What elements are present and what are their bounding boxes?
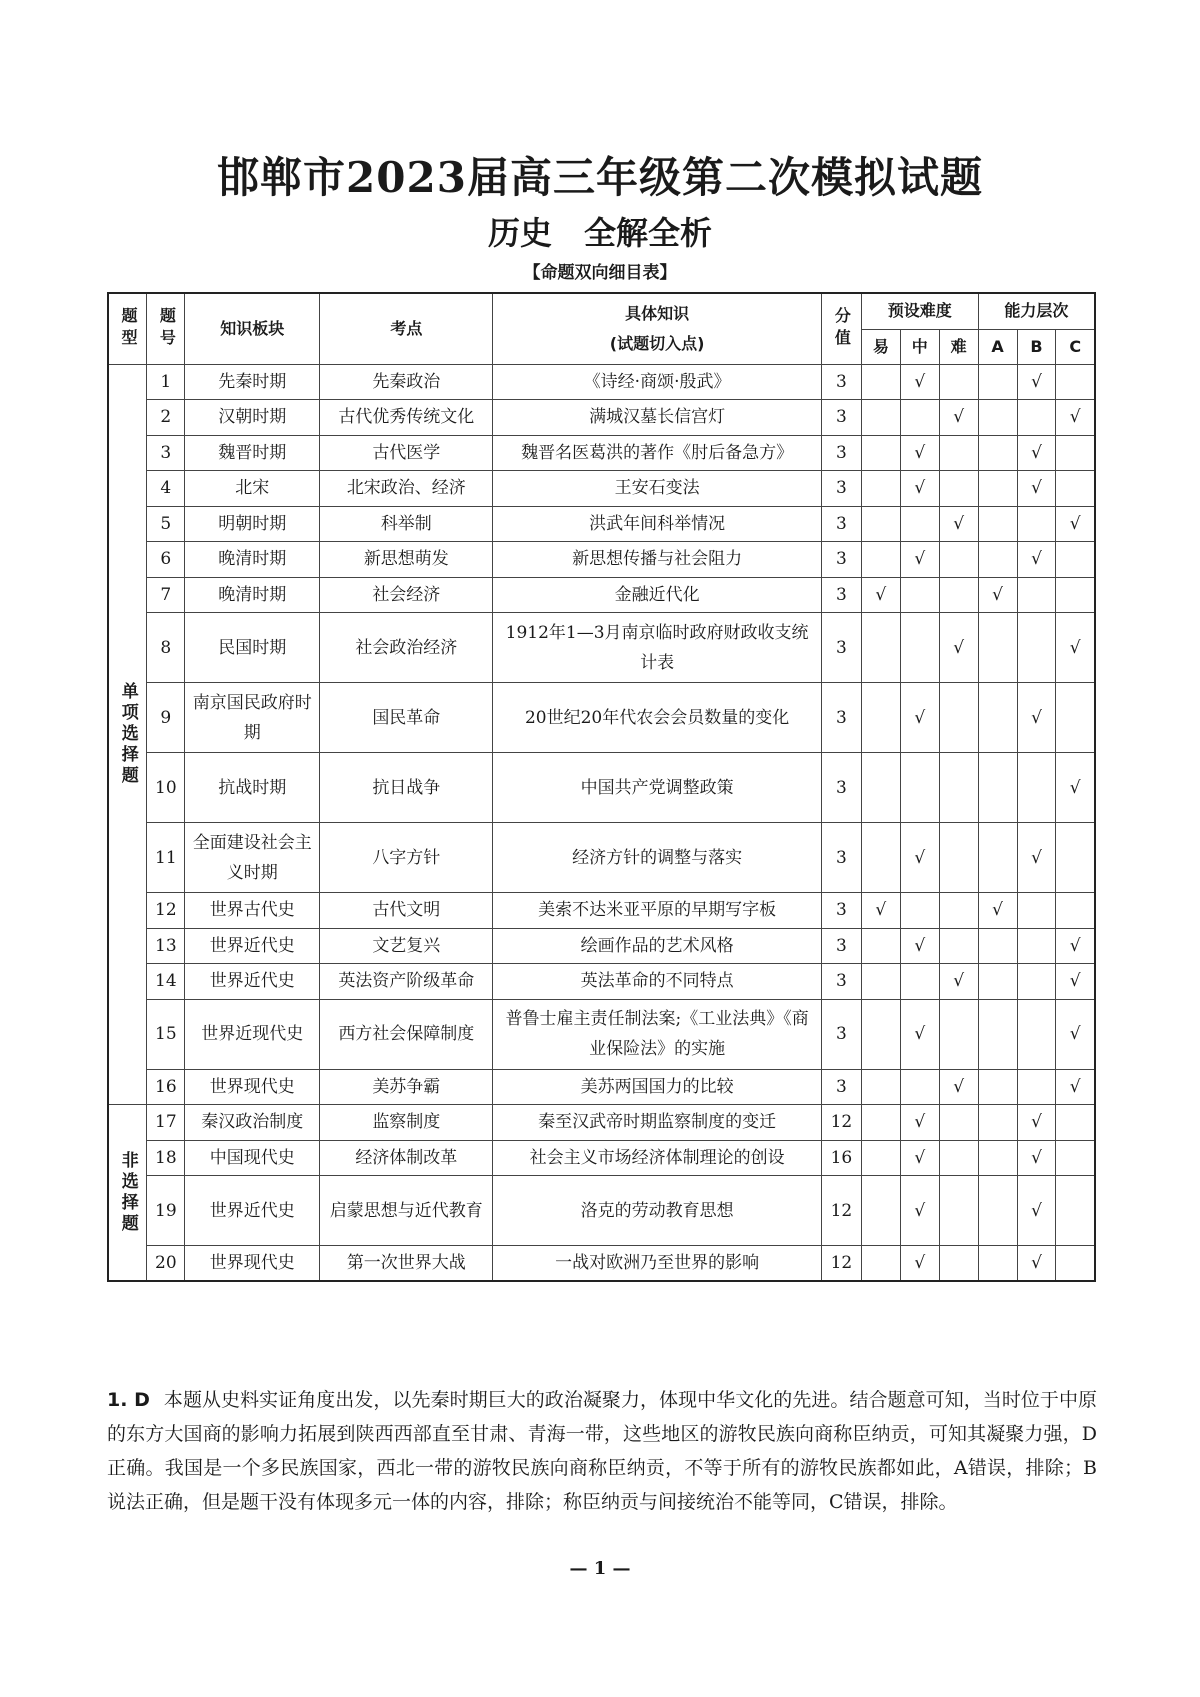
cell-point: 抗日战争 bbox=[320, 753, 493, 823]
header-ability-c: C bbox=[1056, 329, 1095, 364]
check-mark: √ bbox=[1017, 1140, 1056, 1176]
empty-cell bbox=[861, 1105, 900, 1141]
table-row bbox=[108, 471, 1095, 507]
table-row bbox=[108, 1176, 1095, 1246]
cell-score: 3 bbox=[821, 506, 861, 542]
empty-cell bbox=[939, 999, 978, 1069]
cell-point: 古代优秀传统文化 bbox=[320, 400, 493, 436]
cell-num: 20 bbox=[147, 1246, 185, 1282]
cell-score: 3 bbox=[821, 683, 861, 753]
empty-cell bbox=[939, 753, 978, 823]
empty-cell bbox=[939, 1105, 978, 1141]
empty-cell bbox=[939, 435, 978, 471]
cell-num: 6 bbox=[147, 542, 185, 578]
empty-cell bbox=[861, 1246, 900, 1282]
empty-cell bbox=[978, 999, 1017, 1069]
header-num bbox=[147, 293, 185, 364]
check-mark: √ bbox=[900, 435, 939, 471]
cell-num: 9 bbox=[147, 683, 185, 753]
check-mark: √ bbox=[900, 542, 939, 578]
empty-cell bbox=[1056, 893, 1095, 929]
header-difficulty: 预设难度 bbox=[861, 293, 978, 329]
answer-explanation bbox=[107, 1383, 1097, 1519]
page-title: 邯郸市2023届高三年级第二次模拟试题 bbox=[217, 153, 983, 202]
group-single-choice: 单项选择题 bbox=[108, 364, 147, 1105]
cell-score: 3 bbox=[821, 893, 861, 929]
cell-module: 世界古代史 bbox=[185, 893, 320, 929]
check-mark: √ bbox=[1056, 1069, 1095, 1105]
header-type-label: 题型 bbox=[119, 306, 138, 351]
cell-module: 世界近现代史 bbox=[185, 999, 320, 1069]
empty-cell bbox=[978, 400, 1017, 436]
table-row bbox=[108, 542, 1095, 578]
cell-point: 西方社会保障制度 bbox=[320, 999, 493, 1069]
check-mark: √ bbox=[978, 893, 1017, 929]
check-mark: √ bbox=[939, 964, 978, 1000]
cell-knowledge: 1912年1—3月南京临时政府财政收支统计表 bbox=[493, 613, 822, 683]
cell-num: 1 bbox=[147, 364, 185, 400]
check-mark: √ bbox=[1017, 364, 1056, 400]
header-hard: 难 bbox=[939, 329, 978, 364]
cell-module: 世界现代史 bbox=[185, 1069, 320, 1105]
empty-cell bbox=[861, 999, 900, 1069]
header-module: 知识板块 bbox=[185, 293, 320, 364]
cell-num: 4 bbox=[147, 471, 185, 507]
empty-cell bbox=[900, 753, 939, 823]
empty-cell bbox=[978, 1176, 1017, 1246]
check-mark: √ bbox=[939, 506, 978, 542]
cell-score: 3 bbox=[821, 964, 861, 1000]
table-row bbox=[108, 1105, 1095, 1141]
cell-num: 12 bbox=[147, 893, 185, 929]
cell-knowledge: 满城汉墓长信宫灯 bbox=[493, 400, 822, 436]
empty-cell bbox=[1056, 577, 1095, 613]
check-mark: √ bbox=[1056, 400, 1095, 436]
empty-cell bbox=[1017, 999, 1056, 1069]
header-ability-b: B bbox=[1017, 329, 1056, 364]
cell-point: 第一次世界大战 bbox=[320, 1246, 493, 1282]
empty-cell bbox=[861, 928, 900, 964]
cell-module: 世界现代史 bbox=[185, 1246, 320, 1282]
cell-module: 南京国民政府时期 bbox=[185, 683, 320, 753]
header-ability: 能力层次 bbox=[978, 293, 1095, 329]
cell-module: 秦汉政治制度 bbox=[185, 1105, 320, 1141]
cell-knowledge: 新思想传播与社会阻力 bbox=[493, 542, 822, 578]
empty-cell bbox=[861, 683, 900, 753]
header-easy: 易 bbox=[861, 329, 900, 364]
cell-knowledge: 一战对欧洲乃至世界的影响 bbox=[493, 1246, 822, 1282]
cell-score: 3 bbox=[821, 753, 861, 823]
table-row bbox=[108, 435, 1095, 471]
cell-score: 3 bbox=[821, 613, 861, 683]
empty-cell bbox=[1056, 1246, 1095, 1282]
check-mark: √ bbox=[900, 1246, 939, 1282]
check-mark: √ bbox=[900, 928, 939, 964]
empty-cell bbox=[978, 471, 1017, 507]
cell-point: 科举制 bbox=[320, 506, 493, 542]
empty-cell bbox=[939, 893, 978, 929]
empty-cell bbox=[861, 1176, 900, 1246]
empty-cell bbox=[978, 1140, 1017, 1176]
check-mark: √ bbox=[900, 683, 939, 753]
cell-num: 15 bbox=[147, 999, 185, 1069]
cell-module: 世界近代史 bbox=[185, 1176, 320, 1246]
check-mark: √ bbox=[1056, 928, 1095, 964]
cell-num: 5 bbox=[147, 506, 185, 542]
empty-cell bbox=[1056, 683, 1095, 753]
empty-cell bbox=[900, 400, 939, 436]
cell-module: 魏晋时期 bbox=[185, 435, 320, 471]
check-mark: √ bbox=[1017, 1246, 1056, 1282]
empty-cell bbox=[978, 753, 1017, 823]
table-row bbox=[108, 683, 1095, 753]
cell-knowledge: 美索不达米亚平原的早期写字板 bbox=[493, 893, 822, 929]
empty-cell bbox=[939, 1246, 978, 1282]
cell-module: 中国现代史 bbox=[185, 1140, 320, 1176]
cell-knowledge: 王安石变法 bbox=[493, 471, 822, 507]
cell-num: 10 bbox=[147, 753, 185, 823]
cell-num: 19 bbox=[147, 1176, 185, 1246]
specification-table bbox=[107, 292, 1096, 1282]
cell-score: 12 bbox=[821, 1246, 861, 1282]
cell-num: 17 bbox=[147, 1105, 185, 1141]
check-mark: √ bbox=[1017, 1176, 1056, 1246]
empty-cell bbox=[939, 542, 978, 578]
cell-score: 3 bbox=[821, 471, 861, 507]
header-ability-a: A bbox=[978, 329, 1017, 364]
empty-cell bbox=[1056, 471, 1095, 507]
table-row bbox=[108, 364, 1095, 400]
cell-point: 八字方针 bbox=[320, 823, 493, 893]
check-mark: √ bbox=[1056, 506, 1095, 542]
empty-cell bbox=[900, 613, 939, 683]
check-mark: √ bbox=[1056, 964, 1095, 1000]
cell-knowledge: 金融近代化 bbox=[493, 577, 822, 613]
cell-score: 3 bbox=[821, 542, 861, 578]
empty-cell bbox=[939, 471, 978, 507]
cell-knowledge: 《诗经·商颂·殷武》 bbox=[493, 364, 822, 400]
cell-module: 明朝时期 bbox=[185, 506, 320, 542]
empty-cell bbox=[939, 928, 978, 964]
cell-num: 18 bbox=[147, 1140, 185, 1176]
check-mark: √ bbox=[900, 999, 939, 1069]
table-row bbox=[108, 964, 1095, 1000]
cell-score: 3 bbox=[821, 400, 861, 436]
empty-cell bbox=[1017, 400, 1056, 436]
cell-knowledge: 魏晋名医葛洪的著作《肘后备急方》 bbox=[493, 435, 822, 471]
check-mark: √ bbox=[1017, 823, 1056, 893]
check-mark: √ bbox=[900, 1105, 939, 1141]
table-row bbox=[108, 400, 1095, 436]
empty-cell bbox=[861, 506, 900, 542]
check-mark: √ bbox=[939, 1069, 978, 1105]
cell-module: 晚清时期 bbox=[185, 542, 320, 578]
empty-cell bbox=[1056, 542, 1095, 578]
empty-cell bbox=[978, 613, 1017, 683]
empty-cell bbox=[861, 1140, 900, 1176]
cell-knowledge: 20世纪20年代农会会员数量的变化 bbox=[493, 683, 822, 753]
cell-knowledge: 中国共产党调整政策 bbox=[493, 753, 822, 823]
cell-point: 北宋政治、经济 bbox=[320, 471, 493, 507]
empty-cell bbox=[861, 542, 900, 578]
group-non-choice: 非选择题 bbox=[108, 1105, 147, 1282]
check-mark: √ bbox=[1017, 542, 1056, 578]
empty-cell bbox=[978, 542, 1017, 578]
empty-cell bbox=[900, 964, 939, 1000]
table-row bbox=[108, 928, 1095, 964]
cell-num: 14 bbox=[147, 964, 185, 1000]
table-body bbox=[108, 364, 1095, 1281]
empty-cell bbox=[1056, 364, 1095, 400]
check-mark: √ bbox=[1017, 683, 1056, 753]
empty-cell bbox=[978, 435, 1017, 471]
check-mark: √ bbox=[1056, 753, 1095, 823]
cell-num: 16 bbox=[147, 1069, 185, 1105]
cell-module: 汉朝时期 bbox=[185, 400, 320, 436]
empty-cell bbox=[978, 964, 1017, 1000]
check-mark: √ bbox=[978, 577, 1017, 613]
empty-cell bbox=[1017, 964, 1056, 1000]
cell-knowledge: 社会主义市场经济体制理论的创设 bbox=[493, 1140, 822, 1176]
cell-num: 2 bbox=[147, 400, 185, 436]
cell-point: 文艺复兴 bbox=[320, 928, 493, 964]
cell-score: 3 bbox=[821, 364, 861, 400]
empty-cell bbox=[939, 1176, 978, 1246]
cell-point: 国民革命 bbox=[320, 683, 493, 753]
empty-cell bbox=[861, 471, 900, 507]
answer-label: 1. D bbox=[107, 1389, 150, 1411]
cell-knowledge: 美苏两国国力的比较 bbox=[493, 1069, 822, 1105]
empty-cell bbox=[861, 1069, 900, 1105]
header-knowledge-line1: 具体知识 bbox=[625, 303, 690, 323]
cell-point: 古代文明 bbox=[320, 893, 493, 929]
empty-cell bbox=[861, 753, 900, 823]
header-score bbox=[821, 293, 861, 364]
empty-cell bbox=[978, 506, 1017, 542]
check-mark: √ bbox=[939, 613, 978, 683]
empty-cell bbox=[939, 823, 978, 893]
empty-cell bbox=[1017, 577, 1056, 613]
cell-module: 世界近代史 bbox=[185, 964, 320, 1000]
table-row bbox=[108, 999, 1095, 1069]
empty-cell bbox=[978, 364, 1017, 400]
cell-knowledge: 洪武年间科举情况 bbox=[493, 506, 822, 542]
cell-score: 16 bbox=[821, 1140, 861, 1176]
header-type bbox=[108, 293, 147, 364]
cell-score: 3 bbox=[821, 1069, 861, 1105]
table-row bbox=[108, 893, 1095, 929]
empty-cell bbox=[900, 506, 939, 542]
check-mark: √ bbox=[1017, 435, 1056, 471]
empty-cell bbox=[939, 1140, 978, 1176]
cell-module: 世界近代史 bbox=[185, 928, 320, 964]
table-row bbox=[108, 577, 1095, 613]
empty-cell bbox=[861, 400, 900, 436]
cell-module: 民国时期 bbox=[185, 613, 320, 683]
empty-cell bbox=[861, 364, 900, 400]
empty-cell bbox=[861, 964, 900, 1000]
check-mark: √ bbox=[1017, 1105, 1056, 1141]
empty-cell bbox=[1056, 1176, 1095, 1246]
check-mark: √ bbox=[900, 364, 939, 400]
cell-point: 美苏争霸 bbox=[320, 1069, 493, 1105]
check-mark: √ bbox=[900, 1140, 939, 1176]
empty-cell bbox=[978, 928, 1017, 964]
cell-num: 8 bbox=[147, 613, 185, 683]
empty-cell bbox=[1017, 506, 1056, 542]
cell-point: 先秦政治 bbox=[320, 364, 493, 400]
check-mark: √ bbox=[900, 823, 939, 893]
header-point: 考点 bbox=[320, 293, 493, 364]
cell-score: 3 bbox=[821, 999, 861, 1069]
cell-score: 3 bbox=[821, 577, 861, 613]
cell-point: 古代医学 bbox=[320, 435, 493, 471]
cell-module: 抗战时期 bbox=[185, 753, 320, 823]
table-row bbox=[108, 1140, 1095, 1176]
cell-knowledge: 经济方针的调整与落实 bbox=[493, 823, 822, 893]
cell-score: 12 bbox=[821, 1105, 861, 1141]
header-num-label: 题号 bbox=[157, 306, 177, 351]
empty-cell bbox=[1017, 613, 1056, 683]
header-medium: 中 bbox=[900, 329, 939, 364]
page-number: — 1 — bbox=[569, 1558, 631, 1579]
cell-module: 全面建设社会主义时期 bbox=[185, 823, 320, 893]
empty-cell bbox=[978, 1105, 1017, 1141]
cell-knowledge: 秦至汉武帝时期监察制度的变迁 bbox=[493, 1105, 822, 1141]
answer-text: 本题从史料实证角度出发，以先秦时期巨大的政治凝聚力，体现中华文化的先进。结合题意可知，当时位于中原的东方大国商的影响力拓展到陕西西部直至甘肃、青海一带，这些地区的游牧民族向商称臣纳贡，可知其凝聚力强，D正确。我国是一个多民族国家，西北一带的游牧民族向商称臣纳贡，不等于所有的游牧民族都如此，A错误，排除；B说法正确，但是题干没有体现多元一体的内容，排除；称臣纳贡与间接统治不能等同，C错误，排除。 bbox=[107, 1389, 1097, 1513]
header-knowledge bbox=[493, 293, 822, 364]
cell-point: 经济体制改革 bbox=[320, 1140, 493, 1176]
cell-point: 社会政治经济 bbox=[320, 613, 493, 683]
empty-cell bbox=[861, 435, 900, 471]
header-knowledge-line2: (试题切入点) bbox=[609, 333, 705, 353]
cell-score: 3 bbox=[821, 823, 861, 893]
cell-module: 先秦时期 bbox=[185, 364, 320, 400]
cell-point: 英法资产阶级革命 bbox=[320, 964, 493, 1000]
empty-cell bbox=[900, 577, 939, 613]
cell-num: 11 bbox=[147, 823, 185, 893]
empty-cell bbox=[900, 893, 939, 929]
empty-cell bbox=[939, 683, 978, 753]
table-row bbox=[108, 1246, 1095, 1282]
empty-cell bbox=[1017, 928, 1056, 964]
empty-cell bbox=[1056, 823, 1095, 893]
cell-point: 监察制度 bbox=[320, 1105, 493, 1141]
empty-cell bbox=[1056, 1105, 1095, 1141]
empty-cell bbox=[900, 1069, 939, 1105]
empty-cell bbox=[939, 577, 978, 613]
table-row bbox=[108, 753, 1095, 823]
cell-num: 3 bbox=[147, 435, 185, 471]
header-score-label: 分值 bbox=[832, 306, 852, 351]
cell-score: 12 bbox=[821, 1176, 861, 1246]
empty-cell bbox=[978, 1069, 1017, 1105]
cell-num: 7 bbox=[147, 577, 185, 613]
cell-point: 新思想萌发 bbox=[320, 542, 493, 578]
check-mark: √ bbox=[861, 893, 900, 929]
check-mark: √ bbox=[939, 400, 978, 436]
page-subtitle: 历史 全解全析 bbox=[487, 214, 712, 252]
cell-knowledge: 普鲁士雇主责任制法案;《工业法典》《商业保险法》的实施 bbox=[493, 999, 822, 1069]
empty-cell bbox=[1017, 893, 1056, 929]
cell-knowledge: 英法革命的不同特点 bbox=[493, 964, 822, 1000]
cell-point: 社会经济 bbox=[320, 577, 493, 613]
table-row bbox=[108, 506, 1095, 542]
cell-score: 3 bbox=[821, 435, 861, 471]
table-row bbox=[108, 1069, 1095, 1105]
table-caption: 【命题双向细目表】 bbox=[523, 263, 677, 283]
empty-cell bbox=[978, 1246, 1017, 1282]
cell-knowledge: 绘画作品的艺术风格 bbox=[493, 928, 822, 964]
empty-cell bbox=[1017, 1069, 1056, 1105]
cell-module: 晚清时期 bbox=[185, 577, 320, 613]
check-mark: √ bbox=[900, 471, 939, 507]
empty-cell bbox=[1017, 753, 1056, 823]
cell-num: 13 bbox=[147, 928, 185, 964]
check-mark: √ bbox=[861, 577, 900, 613]
cell-knowledge: 洛克的劳动教育思想 bbox=[493, 1176, 822, 1246]
table-row bbox=[108, 823, 1095, 893]
empty-cell bbox=[939, 364, 978, 400]
check-mark: √ bbox=[1056, 613, 1095, 683]
empty-cell bbox=[861, 613, 900, 683]
check-mark: √ bbox=[900, 1176, 939, 1246]
empty-cell bbox=[978, 823, 1017, 893]
check-mark: √ bbox=[1017, 471, 1056, 507]
cell-module: 北宋 bbox=[185, 471, 320, 507]
cell-point: 启蒙思想与近代教育 bbox=[320, 1176, 493, 1246]
table-row bbox=[108, 613, 1095, 683]
empty-cell bbox=[978, 683, 1017, 753]
empty-cell bbox=[861, 823, 900, 893]
cell-score: 3 bbox=[821, 928, 861, 964]
empty-cell bbox=[1056, 435, 1095, 471]
empty-cell bbox=[1056, 1140, 1095, 1176]
check-mark: √ bbox=[1056, 999, 1095, 1069]
